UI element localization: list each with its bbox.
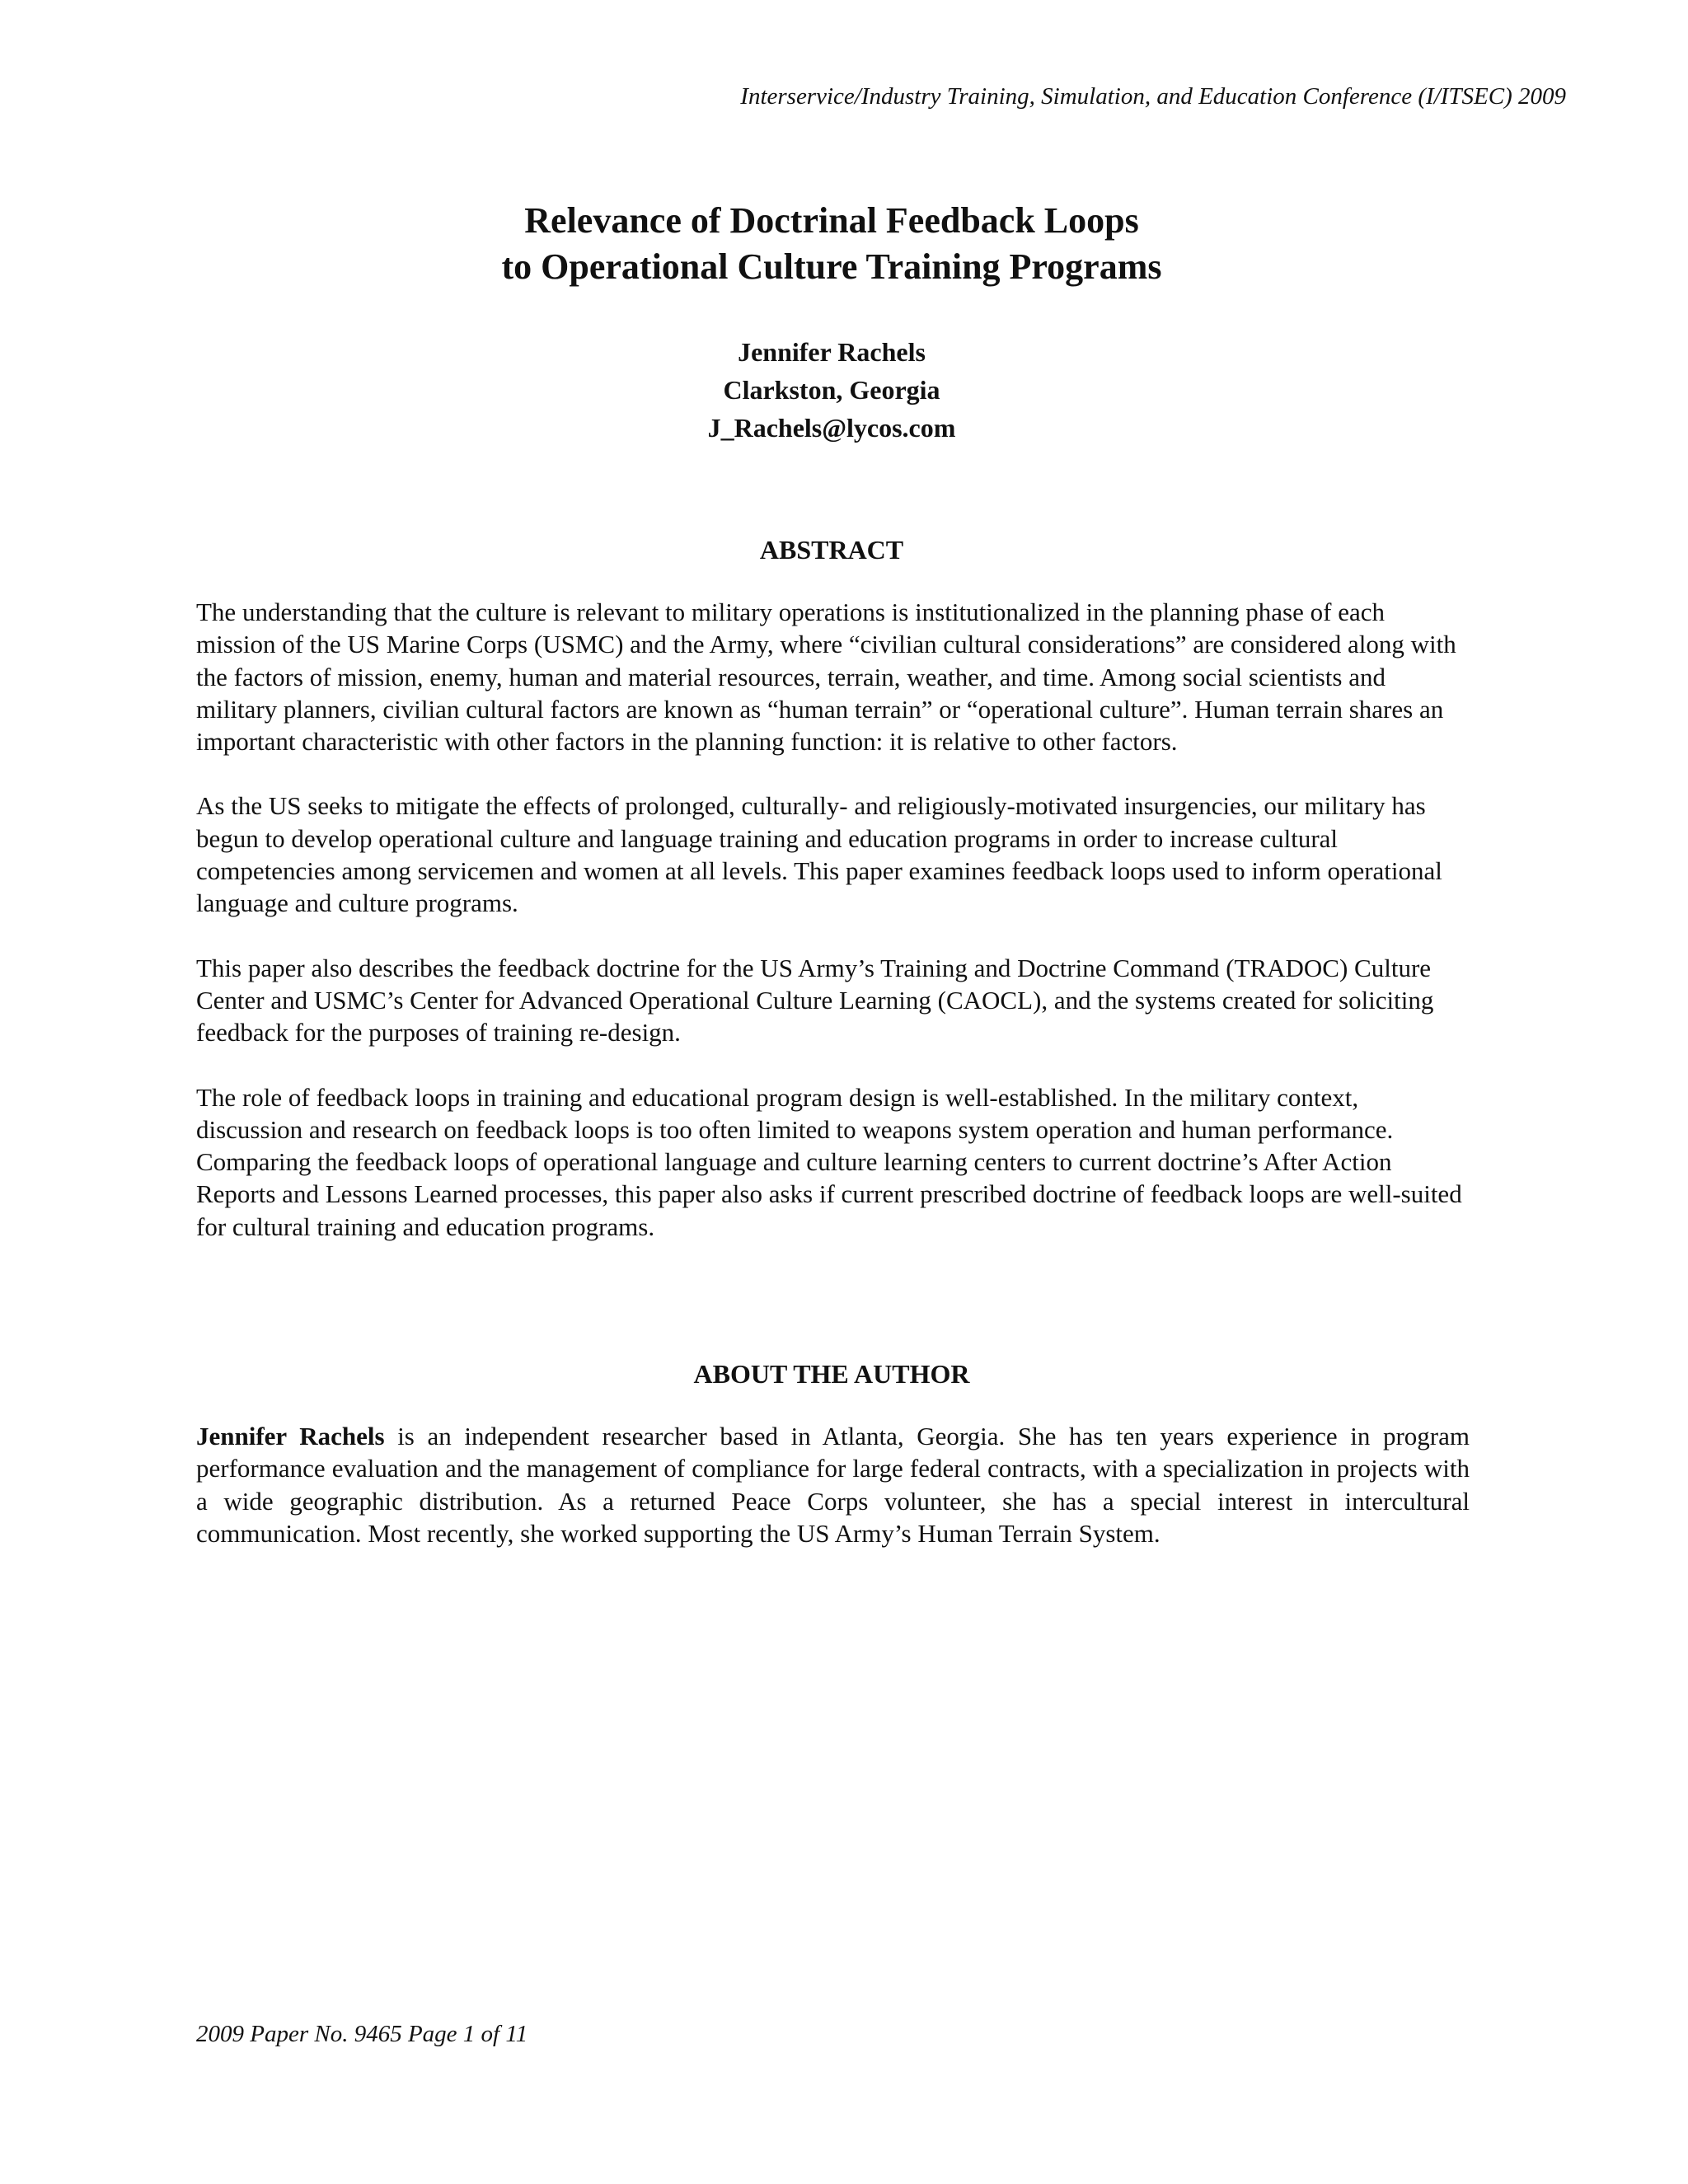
author-location: Clarkston, Georgia: [723, 375, 940, 405]
author-email: J_Rachels@lycos.com: [707, 413, 956, 443]
paper-title-line-1: Relevance of Doctrinal Feedback Loops: [524, 200, 1139, 241]
abstract-paragraph: As the US seeks to mitigate the effects of prolonged, culturally- and religiously-motivated insurgencies, our military has begun to develop operational culture and language training and education programs in order to increase cultural competencies among servicemen and women at all levels. This paper examines feedback loops used to inform operational language and culture programs.: [196, 791, 1442, 918]
abstract-body: [196, 596, 1470, 1275]
bio-text: is an independent researcher based in Atlanta, Georgia. She has ten years experience in program performance evaluation and the management of compliance for large federal contracts, with a specialization in projects with a wide geographic distribution. As a returned Peace Corps volunteer, she has a special interest in intercultural communication. Most recently, she worked supporting the US Army’s Human Terrain System.: [196, 1422, 1470, 1548]
bio-author-name: Jennifer Rachels: [196, 1422, 385, 1451]
paper-title-line-2: to Operational Culture Training Programs: [501, 246, 1162, 287]
abstract-heading: ABSTRACT: [759, 535, 904, 565]
author-block: [0, 333, 1663, 447]
page-footer: 2009 Paper No. 9465 Page 1 of 11: [196, 2021, 528, 2047]
paper-title: [0, 198, 1663, 290]
abstract-paragraph: This paper also describes the feedback doctrine for the US Army’s Training and Doctrine Command (TRADOC) Culture Center and USMC’s Center for Advanced Operational Culture Learning (CAOCL), and the systems created for soliciting feedback for the purposes of training re-design.: [196, 953, 1434, 1047]
abstract-paragraph: The role of feedback loops in training and educational program design is well-established. In the military context, discussion and research on feedback loops is too often limited to weapons system operation and human performance. Comparing the feedback loops of operational language and culture learning centers to current doctrine’s After Action Reports and Lessons Learned processes, this paper also asks if current prescribed doctrine of feedback loops are well-suited for cultural training and education programs.: [196, 1082, 1462, 1241]
author-bio-paragraph: [196, 1420, 1470, 1549]
about-author-heading: ABOUT THE AUTHOR: [693, 1359, 970, 1389]
author-bio: [196, 1420, 1470, 1549]
abstract-paragraph: The understanding that the culture is relevant to military operations is institutionalized in the planning phase of each mission of the US Marine Corps (USMC) and the Army, where “civilian cultural considerations” are considered along with the factors of mission, enemy, human and material resources, terrain, weather, and time. Among social scientists and military planners, civilian cultural factors are known as “human terrain” or “operational culture”. Human terrain shares an important characteristic with other factors in the planning function: it is relative to other factors.: [196, 598, 1456, 757]
running-header: Interservice/Industry Training, Simulation, and Education Conference (I/ITSEC) 2009: [740, 83, 1566, 110]
author-name: Jennifer Rachels: [738, 337, 926, 367]
